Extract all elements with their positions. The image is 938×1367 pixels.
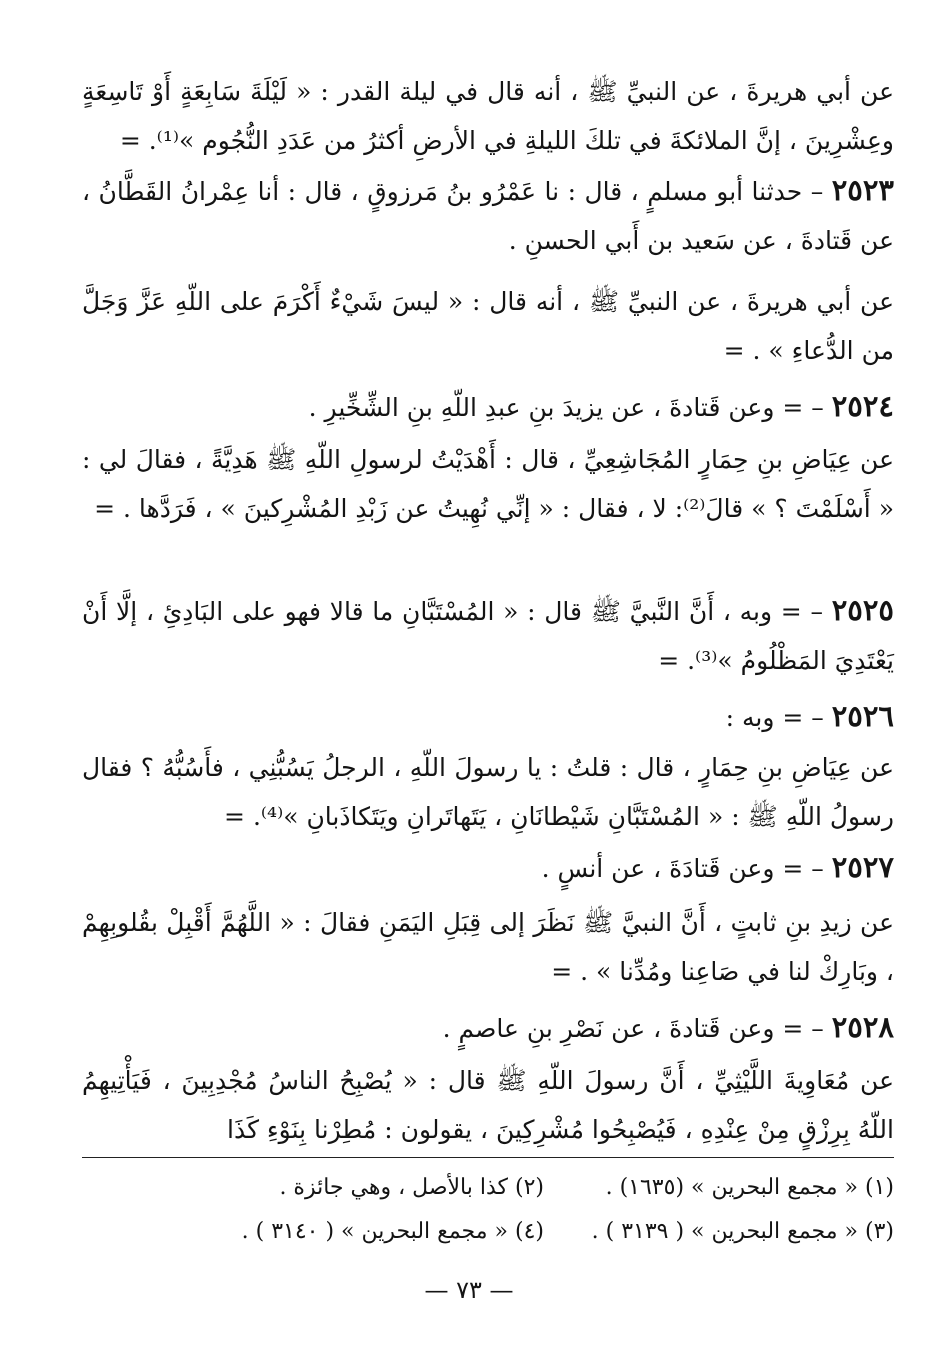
paragraph-text: عن زيدِ بنِ ثابتٍ ، أَنَّ النبيَّ ﷺ نَظَرَ إلى قِبَلِ اليَمَنِ فقالَ : « اللَّهُمَّ أَقْبِلْ بقُلوبِهِمْ ، وبَارِكْ لنا في صَاعِنا ومُدِّنا » . = (82, 908, 894, 986)
chain-of-narration (82, 382, 894, 432)
paragraph-text: – = وبه ، أَنَّ النَّبيَّ ﷺ قال : « المُسْتَبَّانِ ما قالا فهو على البَادِئِ ، إلَّا أَنْ يَعْتَدِيَ المَظْلُومُ »⁽³⁾. = (82, 597, 894, 675)
paragraph-text: عن عِيَاضِ بنِ حِمَارٍ ، قال : قلتُ : يا رسولَ اللّهِ ، الرجلُ يَسُبُّنِي ، فأَسُبُّهُ ؟ فقال رسولُ اللّهِ ﷺ : « المُسْتَبَّانِ شَيْطانَانِ ، يَتَهاتَرانِ ويَتَكاذَبانِ »⁽⁴⁾. = (82, 753, 894, 831)
page-number: — ٧٣ — (424, 1276, 514, 1304)
hadith-text (82, 66, 894, 165)
footnote-4: (٤) « مجمع البحرين » ( ٣١٤٠ ) . (241, 1219, 544, 1244)
footnote-3: (٣) « مجمع البحرين » ( ٣١٣٩ ) . (591, 1219, 894, 1244)
hadith-text (82, 897, 894, 996)
hadith-text (82, 742, 894, 841)
paragraph-text: – = وعن قَتادَةَ ، عن أنسٍ . (541, 854, 832, 883)
hadith-number: ٢٥٢٤ (831, 389, 894, 423)
paragraph-text: – = وبه : (725, 703, 832, 732)
footnote-2: (٢) كذا بالأصل ، وهي جائزة . (279, 1175, 544, 1200)
hadith-number: ٢٥٢٨ (831, 1010, 894, 1044)
paragraph-text: عن مُعَاوِيةَ اللَّيْثِيِّ ، أَنَّ رسولَ اللّهِ ﷺ قال : « يُصْبِحُ الناسُ مُجْدِبِينَ ، فَيَأْتِيهِمُ اللّهُ بِرِزْقٍ مِنْ عِنْدِهِ ، فَيُصْبِحُوا مُشْرِكِينَ ، يقولون : مُطِرْنا بِنَوْءِ كَذَا (82, 1066, 894, 1144)
footnote-1: (١) « مجمع البحرين » (١٦٣٥) . (605, 1175, 894, 1200)
footnote-row (82, 1210, 894, 1254)
hadith-number: ٢٥٢٧ (831, 850, 894, 884)
chain-of-narration (82, 1003, 894, 1053)
paragraph-text: – = وعن قَتادةَ ، عن يزيدَ بنِ عبدِ اللّهِ بنِ الشِّخِّيرِ . (308, 393, 832, 422)
footnote-row (82, 1166, 894, 1210)
paragraph-text: – = وعن قَتادةَ ، عن نَصْرِ بنِ عاصمٍ . (442, 1014, 832, 1043)
chain-of-narration (82, 692, 894, 742)
paragraph-text: عن عِيَاضِ بنِ حِمَارٍ المُجَاشِعِيِّ ، قال : أَهْدَيْتُ لرسولِ اللّهِ ﷺ هَدِيَّةً ، فقالَ لي : « أَسْلَمْتَ ؟ » قالَ⁽²⁾: لا ، فقال : « إنِّي نُهِيتُ عن زَبْدِ المُشْرِكينَ » ، فَرَدَّها . = (82, 445, 894, 523)
hadith-number: ٢٥٢٦ (831, 699, 894, 733)
chain-of-narration (82, 166, 894, 265)
hadith-number: ٢٥٢٣ (831, 173, 894, 207)
paragraph-text: – حدثنا أبو مسلمٍ ، قال : نا عَمْرُو بنُ مَرزوقٍ ، قال : أنا عِمْرانُ القَطَّانُ ، عن قَتادةَ ، عن سَعيد بن أَبي الحسنِ . (82, 177, 894, 255)
paragraph-text: عن أبي هريرةَ ، عن النبيِّ ﷺ ، أنه قال : « ليسَ شَيْءٌ أَكْرَمَ على اللّهِ عَزَّ وَجَلَّ من الدُّعاءِ » . = (82, 287, 894, 365)
footnotes (82, 1166, 894, 1254)
chain-of-narration (82, 843, 894, 893)
footnote-divider (82, 1157, 894, 1158)
chain-of-narration (82, 586, 894, 685)
hadith-text (82, 276, 894, 375)
hadith-text (82, 434, 894, 533)
hadith-number: ٢٥٢٥ (831, 593, 894, 627)
hadith-text (82, 1055, 894, 1154)
paragraph-text: عن أبي هريرةَ ، عن النبيِّ ﷺ ، أنه قال في ليلة القدر : « لَيْلَةَ سَابِعَةٍ أَوْ تَاسِعَةٍ وعِشْرِينَ ، إنَّ الملائكةَ في تلكَ الليلةِ في الأرضِ أكثرُ من عَدَدِ النُّجُوم »⁽¹⁾. = (82, 77, 894, 155)
